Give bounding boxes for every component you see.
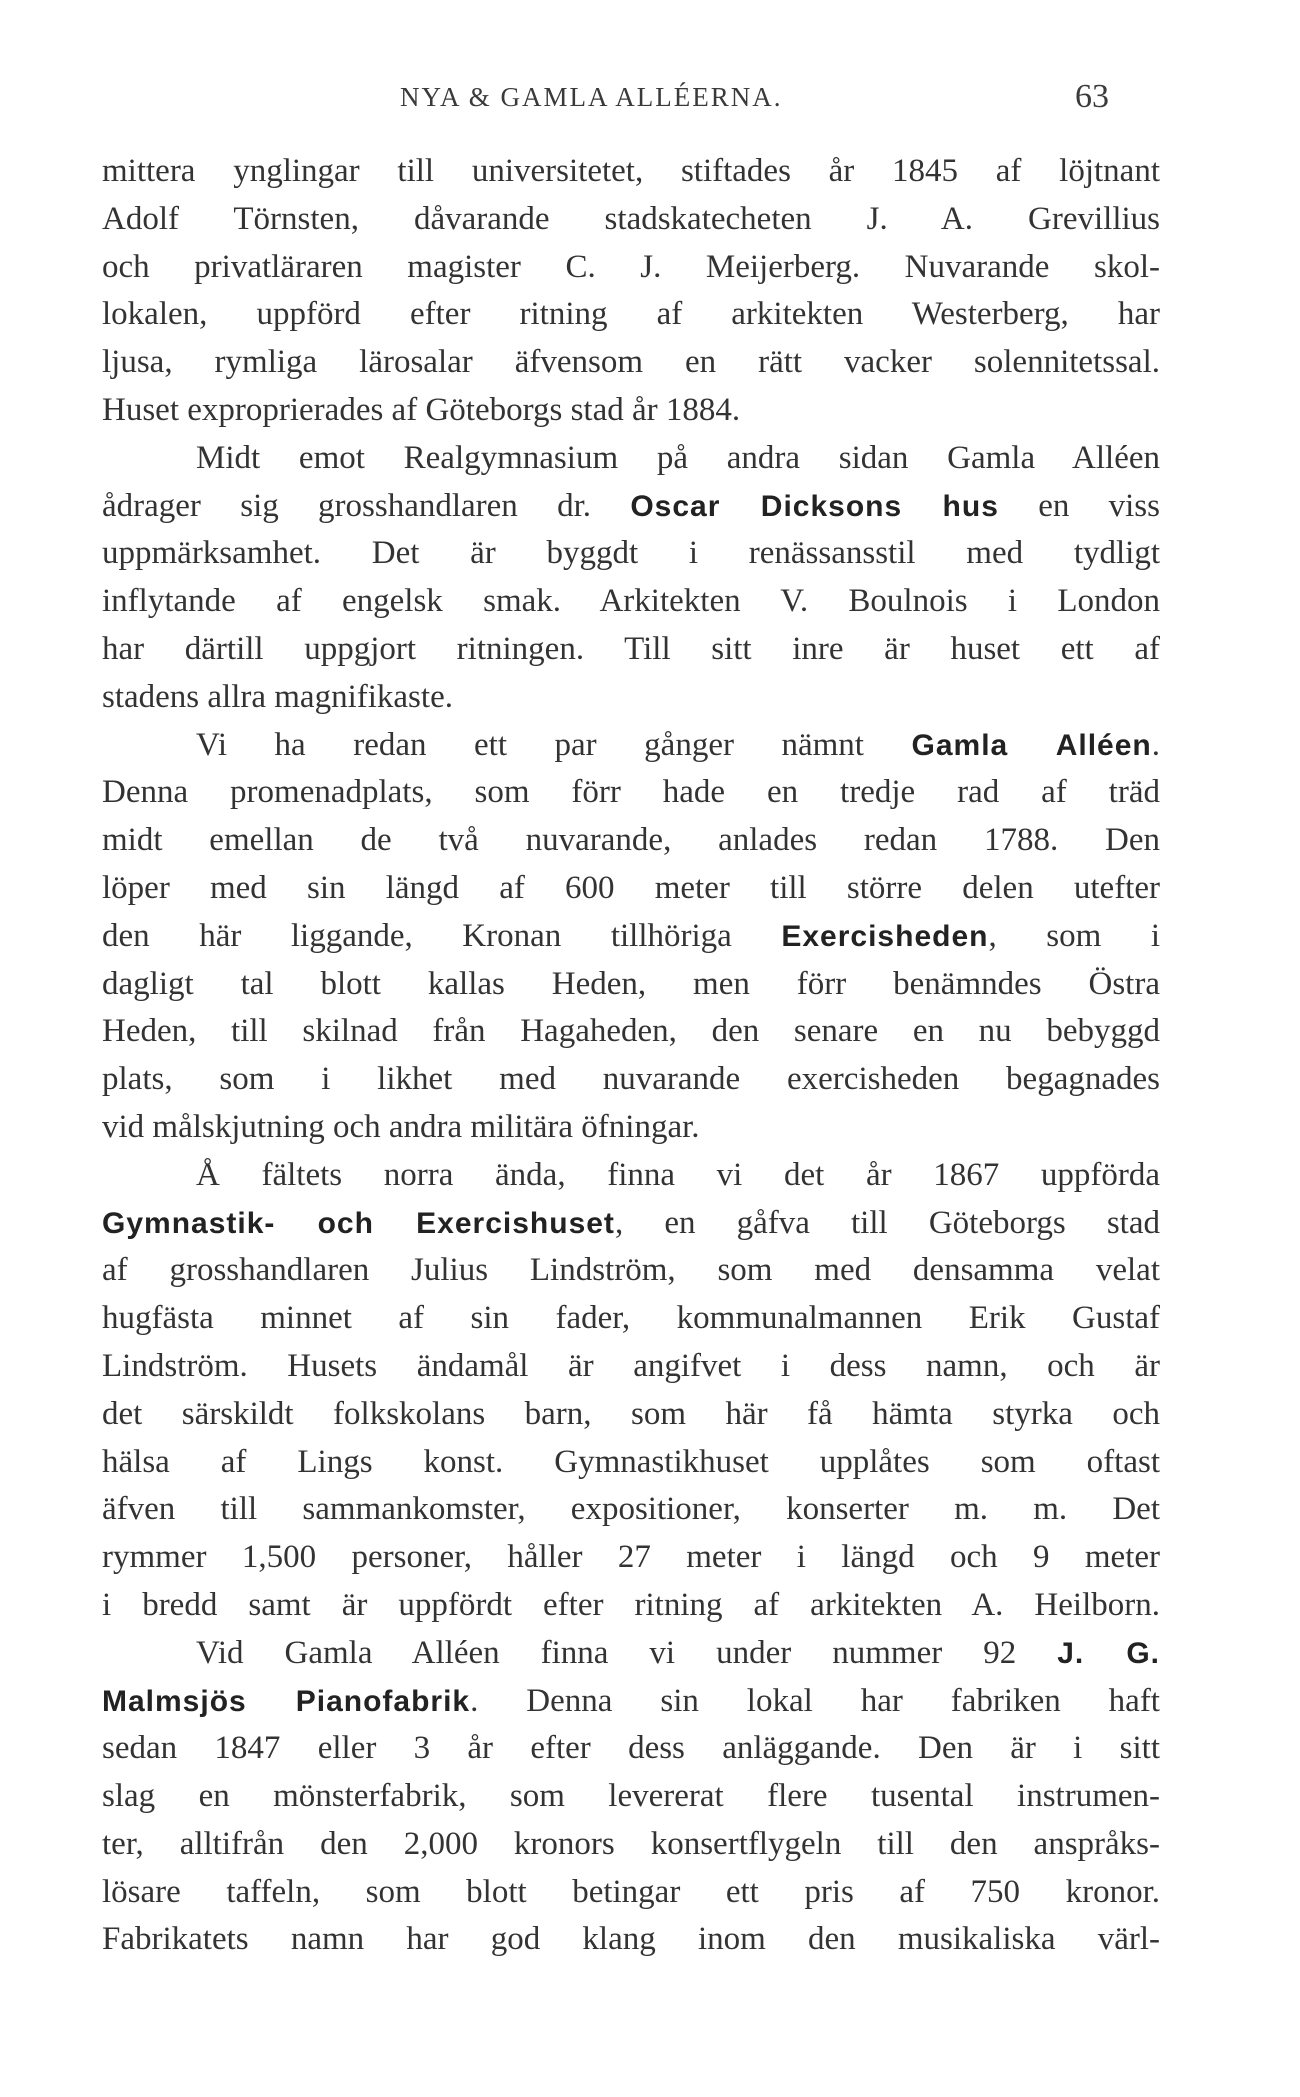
text-line	[102, 1678, 1160, 1726]
text-run: , som i	[988, 917, 1160, 954]
text-run: och privatläraren magister C. J. Meijerberg. Nuvarande skol-	[102, 248, 1160, 285]
text-run: löper med sin längd af 600 meter till större delen utefter	[102, 869, 1160, 906]
body-text	[102, 148, 1160, 1964]
text-run: midt emellan de två nuvarande, anlades redan 1788. Den	[102, 822, 1160, 859]
text-line	[102, 530, 1160, 578]
text-line	[102, 1104, 1160, 1152]
text-run: af grosshandlaren Julius Lindström, som med densamma velat	[102, 1252, 1160, 1289]
text-line	[102, 1056, 1160, 1104]
text-line	[102, 148, 1160, 196]
text-run: uppmärksamhet. Det är byggdt i renässansstil med tydligt	[102, 535, 1160, 572]
text-run: sedan 1847 eller 3 år efter dess anläggande. Den är i sitt	[102, 1730, 1160, 1767]
text-run: Å fältets norra ända, finna vi det år 1867 uppförda	[196, 1156, 1160, 1193]
text-run: i bredd samt är uppfördt efter ritning af arkitekten A. Heilborn.	[102, 1586, 1160, 1623]
text-run: Vi ha redan ett par gånger nämnt	[196, 726, 912, 763]
text-run: Midt emot Realgymnasium på andra sidan Gamla Alléen	[196, 439, 1160, 476]
text-run: dagligt tal blott kallas Heden, men förr benämndes Östra	[102, 965, 1160, 1002]
text-run: det särskildt folkskolans barn, som här få hämta styrka och	[102, 1395, 1160, 1432]
text-line	[102, 1439, 1160, 1487]
text-line	[102, 913, 1160, 961]
text-run: Heden, till skilnad från Hagaheden, den senare en nu bebyggd	[102, 1013, 1160, 1050]
text-line	[102, 1534, 1160, 1582]
text-line	[102, 1630, 1160, 1678]
text-line	[102, 1582, 1160, 1630]
text-line	[102, 387, 1160, 435]
text-line	[102, 817, 1160, 865]
text-line	[102, 626, 1160, 674]
text-run: ter, alltifrån den 2,000 kronors konsertflygeln till den anspråks-	[102, 1825, 1160, 1862]
text-line	[102, 1486, 1160, 1534]
text-run: slag en mönsterfabrik, som levererat flere tusental instrumen-	[102, 1778, 1160, 1815]
text-line	[102, 1869, 1160, 1917]
text-run: plats, som i likhet med nuvarande exercisheden begagnades	[102, 1061, 1160, 1098]
text-run: äfven till sammankomster, expositioner, konserter m. m. Det	[102, 1491, 1160, 1528]
text-line	[102, 1725, 1160, 1773]
text-run: en viss	[998, 487, 1160, 524]
text-run: Lindström. Husets ändamål är angifvet i dess namn, och är	[102, 1347, 1160, 1384]
text-line	[102, 961, 1160, 1009]
text-run: Adolf Törnsten, dåvarande stadskatecheten J. A. Grevillius	[102, 200, 1160, 237]
text-run: ljusa, rymliga lärosalar äfvensom en rätt vacker solennitetssal.	[102, 344, 1160, 381]
bold-term: Oscar Dicksons hus	[630, 489, 999, 523]
text-run: lösare taffeln, som blott betingar ett pris af 750 kronor.	[102, 1873, 1160, 1910]
text-run: hälsa af Lings konst. Gymnastikhuset upplåtes som oftast	[102, 1443, 1160, 1480]
text-run: .	[1151, 726, 1160, 763]
text-run: lokalen, uppförd efter ritning af arkitekten Westerberg, har	[102, 296, 1160, 333]
text-line	[102, 196, 1160, 244]
text-line	[102, 1391, 1160, 1439]
text-line	[102, 722, 1160, 770]
bold-term: Gamla Alléen	[911, 728, 1152, 762]
running-title: NYA & GAMLA ALLÉERNA.	[400, 82, 783, 112]
text-run: Fabrikatets namn har god klang inom den musikaliska värl-	[102, 1921, 1160, 1958]
text-run: Denna promenadplats, som förr hade en tredje rad af träd	[102, 774, 1160, 811]
bold-term: Exercisheden	[781, 919, 989, 953]
text-run: inflytande af engelsk smak. Arkitekten V. Boulnois i London	[102, 583, 1160, 620]
text-line	[102, 1247, 1160, 1295]
text-run: . Denna sin lokal har fabriken haft	[470, 1682, 1160, 1719]
page-number: 63	[1075, 78, 1109, 115]
text-line	[102, 1821, 1160, 1869]
bold-term: Gymnastik- och Exercishuset	[102, 1206, 615, 1240]
text-line	[102, 1343, 1160, 1391]
text-line	[102, 483, 1160, 531]
text-run: den här liggande, Kronan tillhöriga	[102, 917, 782, 954]
text-line	[102, 769, 1160, 817]
text-run: hugfästa minnet af sin fader, kommunalmannen Erik Gustaf	[102, 1300, 1160, 1337]
text-run: Huset exproprierades af Göteborgs stad år 1884.	[102, 391, 741, 428]
text-run: Vid Gamla Alléen finna vi under nummer 92	[196, 1634, 1058, 1671]
text-line	[102, 1152, 1160, 1200]
text-line	[102, 291, 1160, 339]
text-run: , en gåfva till Göteborgs stad	[614, 1204, 1160, 1241]
text-line	[102, 1008, 1160, 1056]
text-run: mittera ynglingar till universitetet, stiftades år 1845 af löjtnant	[102, 153, 1160, 189]
bold-term: Malmsjös Pianofabrik	[102, 1684, 471, 1718]
text-line	[102, 244, 1160, 292]
text-line	[102, 865, 1160, 913]
text-line	[102, 1916, 1160, 1964]
text-run: vid målskjutning och andra militära öfningar.	[102, 1108, 700, 1145]
text-line	[102, 1295, 1160, 1343]
text-line	[102, 1773, 1160, 1821]
text-line	[102, 674, 1160, 722]
text-line	[102, 339, 1160, 387]
bold-term: J. G.	[1057, 1636, 1160, 1670]
text-run: stadens allra magnifikaste.	[102, 678, 453, 715]
text-run: ådrager sig grosshandlaren dr.	[102, 487, 631, 524]
text-line	[102, 578, 1160, 626]
text-line	[102, 435, 1160, 483]
text-run: rymmer 1,500 personer, håller 27 meter i längd och 9 meter	[102, 1539, 1160, 1576]
text-run: har därtill uppgjort ritningen. Till sitt inre är huset ett af	[102, 630, 1160, 667]
text-line	[102, 1200, 1160, 1248]
running-header	[0, 78, 1300, 122]
